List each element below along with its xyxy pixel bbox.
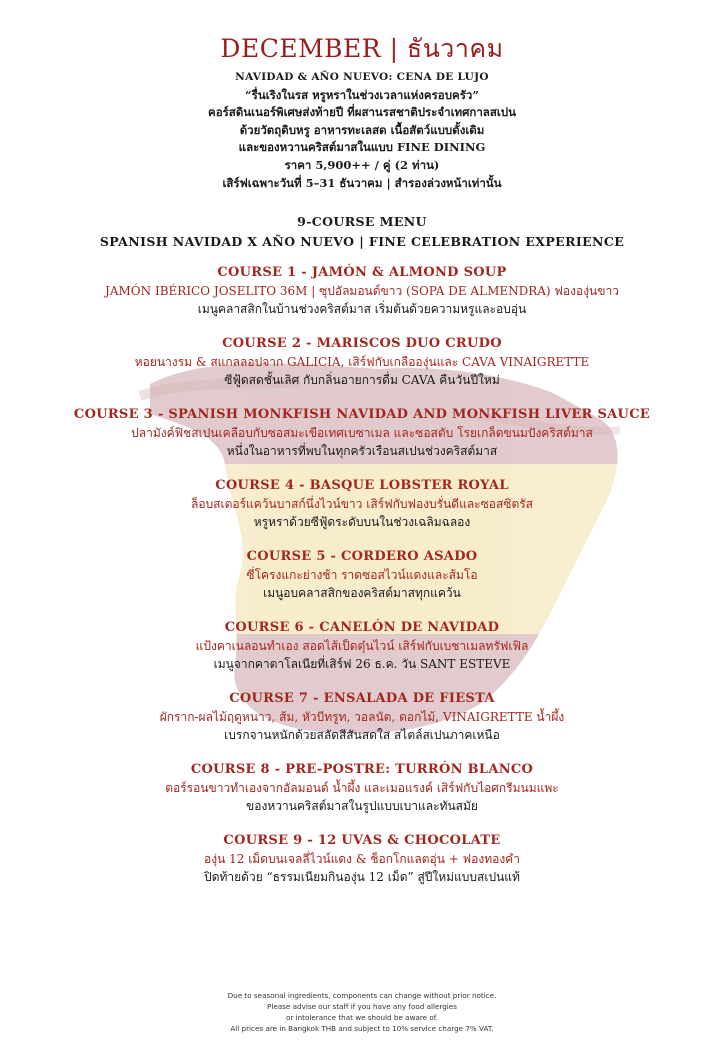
intro-line: และของหวานคริสต์มาสในแบบ FINE DINING — [238, 140, 486, 155]
course-note: เบรกจานหนักด้วยสลัดสีสันสดใส สไตล์สเปนภาคเหนือ — [224, 728, 500, 743]
course-item — [0, 690, 724, 744]
intro-line: คอร์สดินเนอร์พิเศษส่งท้ายปี ที่ผสานรสชาติประจำเทศกาลสเปน — [208, 105, 516, 120]
course-title: COURSE 8 - PRE-POSTRE: TURRÓN BLANCO — [190, 762, 534, 778]
course-title: COURSE 9 - 12 UVAS & CHOCOLATE — [223, 833, 501, 849]
intro-line: “รื่นเริงในรส หรูหราในช่วงเวลาแห่งครอบครัว” — [245, 87, 479, 102]
course-description: ล็อบสเตอร์แคว้นบาสก์นึ่งไวน์ขาว เสิร์ฟกับฟองบรั่นดีและซอสซิตรัส — [190, 497, 534, 512]
course-item — [0, 264, 724, 318]
course-note: หนึ่งในอาหารที่พบในทุกครัวเรือนสเปนช่วงคริสต์มาส — [226, 444, 498, 459]
course-note: หรูหราด้วยซีฟู้ดระดับบนในช่วงเฉลิมฉลอง — [253, 515, 471, 530]
course-note: ปิดท้ายด้วย “ธรรมเนียมกินองุ่น 12 เม็ด” สู่ปีใหม่แบบสเปนแท้ — [204, 870, 520, 885]
footer-line: All prices are in Bangkok THB and subject to 10% service charge 7% VAT. — [230, 1024, 494, 1033]
intro-line: ด้วยวัตถุดิบหรู อาหารทะเลสด เนื้อสัตว์แบบดั้งเดิม — [239, 122, 485, 137]
course-description: ตอร์รอนขาวทำเองจากอัลมอนด์ น้ำผึ้ง และเมอแรงค์ เสิร์ฟกับไอศกรีมนมแพะ — [165, 781, 559, 796]
page-title: DECEMBER | ธันวาคม — [220, 34, 504, 63]
intro-block — [0, 69, 724, 192]
intro-line: NAVIDAD & AÑO NUEVO: CENA DE LUJO — [235, 71, 489, 83]
course-description: ซี่โครงแกะย่างช้า ราดซอสไวน์แดงและส้มโอ — [246, 568, 478, 583]
course-title: COURSE 1 - JAMÓN & ALMOND SOUP — [217, 265, 507, 281]
footer-line: Due to seasonal ingredients, components can change without prior notice. — [227, 991, 497, 1000]
course-note: ซีฟู้ดสดชั้นเลิศ กับกลิ่นอายการดื่ม CAVA คืนวันปีใหม่ — [224, 373, 500, 388]
menu-heading — [0, 212, 724, 252]
course-title: COURSE 6 - CANELÓN DE NAVIDAD — [224, 620, 500, 636]
course-description: องุ่น 12 เม็ดบนเจลลี่ไวน์แดง & ช็อกโกแลตอุ่น + ฟองทองคำ — [204, 852, 520, 867]
course-description: JAMÓN IBÉRICO JOSELITO 36M | ซุปอัลมอนด์ขาว (SOPA DE ALMENDRA) ฟององุ่นขาว — [105, 284, 619, 299]
course-item — [0, 335, 724, 389]
course-item — [0, 619, 724, 673]
course-count-label: 9-COURSE MENU — [297, 214, 427, 230]
course-item — [0, 406, 724, 460]
course-note: ของหวานคริสต์มาสในรูปแบบเบาและทันสมัย — [246, 799, 478, 814]
course-title: COURSE 3 - SPANISH MONKFISH NAVIDAD AND MONKFISH LIVER SAUCE — [73, 407, 651, 423]
course-note: เมนูจากคาตาโลเนียที่เสิร์ฟ 26 ธ.ค. วัน SANT ESTEVE — [213, 657, 511, 672]
menu-subtitle: SPANISH NAVIDAD X AÑO NUEVO | FINE CELEBRATION EXPERIENCE — [99, 234, 625, 250]
course-item — [0, 761, 724, 815]
course-list — [0, 264, 724, 886]
course-note: เมนูคลาสสิกในบ้านช่วงคริสต์มาส เริ่มต้นด้วยความหรูและอบอุ่น — [197, 302, 527, 317]
course-description: หอยนางรม & สแกลลอปจาก GALICIA, เสิร์ฟกับเกลือองุ่นและ CAVA VINAIGRETTE — [134, 355, 590, 370]
course-title: COURSE 4 - BASQUE LOBSTER ROYAL — [215, 478, 509, 494]
course-description: แป้งคาเนลอนทำเอง สอดไส้เป็ดตุ๋นไวน์ เสิร์ฟกับเบชาเมลทรัฟเฟิล — [195, 639, 529, 654]
course-description: ปลามังค์ฟิชสเปนเคลือบกับซอสมะเขือเทศเบซาเมล และซอสตับ โรยเกล็ดขนมปังคริสต์มาส — [131, 426, 593, 441]
price-line: ราคา 5,900++ / คู่ (2 ท่าน) — [284, 157, 440, 172]
course-title: COURSE 7 - ENSALADA DE FIESTA — [229, 691, 495, 707]
course-description: ผักราก-ผลไม้ฤดูหนาว, ส้ม, หัวบีทรูท, วอลนัต, ดอกไม้, VINAIGRETTE น้ำผึ้ง — [159, 710, 565, 725]
course-item — [0, 832, 724, 886]
footer-line: or intolerance that we should be aware of. — [285, 1013, 439, 1022]
course-title: COURSE 2 - MARISCOS DUO CRUDO — [222, 336, 502, 352]
serving-dates-line: เสิร์ฟเฉพาะวันที่ 5–31 ธันวาคม | สำรองล่วงหน้าเท่านั้น — [222, 175, 502, 190]
footer-line: Please advise our staff if you have any food allergies — [267, 1002, 457, 1011]
course-title: COURSE 5 - CORDERO ASADO — [246, 549, 478, 565]
course-item — [0, 477, 724, 531]
course-item — [0, 548, 724, 602]
menu-page — [0, 34, 724, 886]
footer-disclaimer — [0, 990, 724, 1034]
course-note: เมนูอบคลาสสิกของคริสต์มาสทุกแคว้น — [263, 586, 461, 601]
